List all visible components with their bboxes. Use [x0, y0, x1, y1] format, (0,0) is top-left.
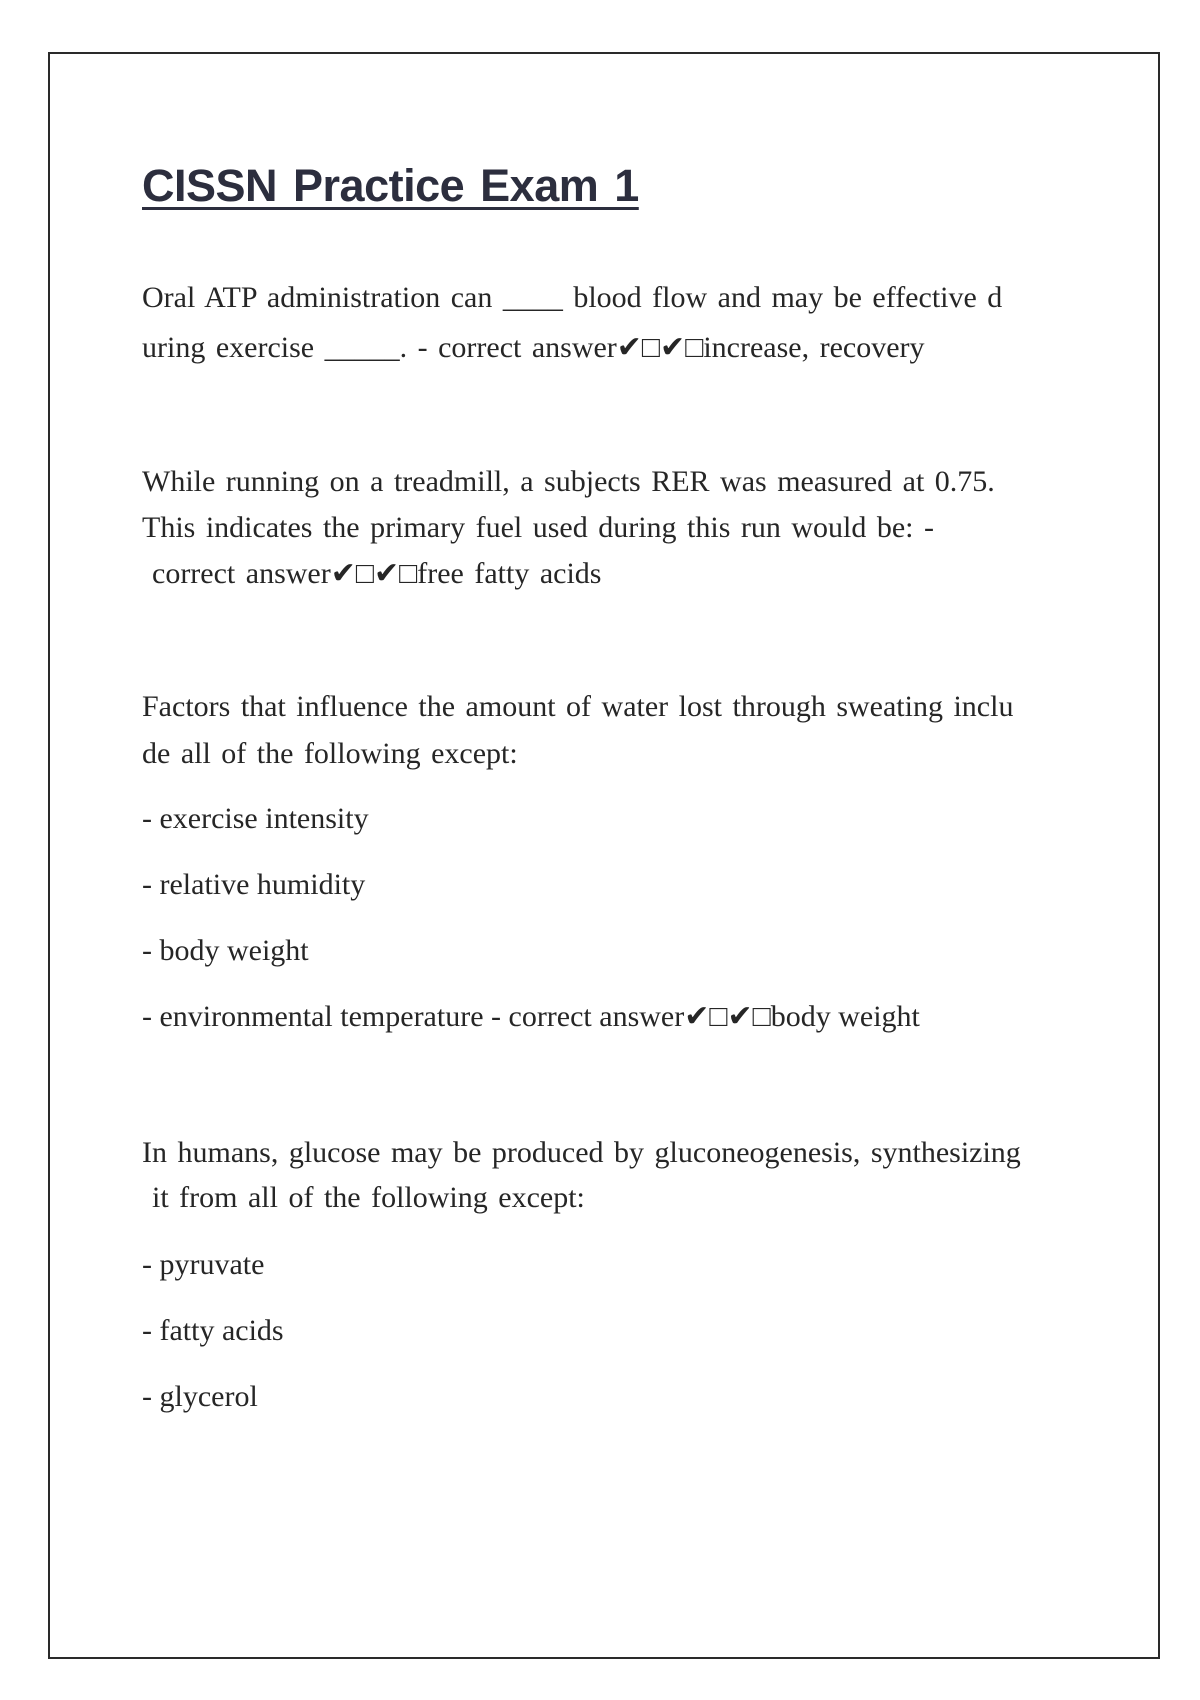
option-item: - pyruvate	[142, 1248, 265, 1281]
option-item: - body weight	[142, 934, 309, 967]
question-2	[142, 459, 1072, 597]
question-3-options	[142, 804, 1072, 1032]
document-content	[142, 155, 1072, 1412]
option-item: - relative humidity	[142, 868, 366, 901]
option-item: - fatty acids	[142, 1314, 284, 1347]
question-1	[142, 273, 1072, 373]
option-item: - exercise intensity	[142, 802, 369, 835]
question-4-options	[142, 1250, 1072, 1412]
question-answer-line: uring exercise _____. - correct answer✔□✔□increase, recovery	[142, 331, 925, 364]
question-text-line: it from all of the following except:	[152, 1181, 585, 1214]
question-text-line: Factors that influence the amount of water lost through sweating inclu	[142, 690, 1014, 723]
page-title: CISSN Practice Exam 1	[142, 160, 639, 211]
question-4	[142, 1130, 1072, 1220]
question-text-line: This indicates the primary fuel used during this run would be: -	[142, 511, 935, 544]
question-text-line: de all of the following except:	[142, 737, 518, 770]
question-text-line: In humans, glucose may be produced by gluconeogenesis, synthesizing	[142, 1136, 1021, 1169]
option-item-with-answer: - environmental temperature - correct answer✔□✔□body weight	[142, 1000, 920, 1033]
option-item: - glycerol	[142, 1380, 258, 1413]
question-text-line: Oral ATP administration can ____ blood flow and may be effective d	[142, 281, 1003, 314]
question-answer-line: correct answer✔□✔□free fatty acids	[152, 557, 602, 590]
question-3	[142, 683, 1072, 777]
question-text-line: While running on a treadmill, a subjects RER was measured at 0.75.	[142, 465, 995, 498]
